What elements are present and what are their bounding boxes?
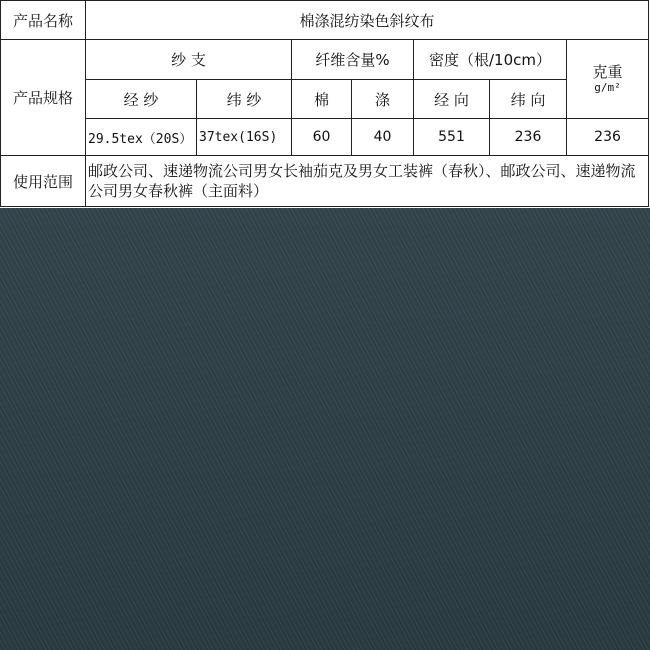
weft-density-label: 纬 向	[490, 80, 567, 119]
spec-values-row	[1, 119, 649, 156]
fabric-swatch-image	[0, 208, 650, 650]
spec-table	[0, 0, 649, 207]
weft-density-value: 236	[490, 119, 567, 156]
cotton-label: 棉	[292, 80, 352, 119]
cotton-value: 60	[292, 119, 352, 156]
weft-yarn-value: 37tex(16S)	[197, 119, 292, 156]
warp-density-value: 551	[414, 119, 490, 156]
density-header: 密度（根/10cm）	[414, 40, 567, 80]
product-name-label: 产品名称	[1, 1, 86, 40]
product-name-row	[1, 1, 649, 40]
usage-row	[1, 156, 649, 207]
spec-header-row	[1, 40, 649, 80]
weight-header	[567, 40, 649, 119]
fiber-content-header: 纤维含量%	[292, 40, 414, 80]
yarn-count-header: 纱 支	[86, 40, 292, 80]
polyester-value: 40	[352, 119, 414, 156]
spec-subheader-row	[1, 80, 649, 119]
warp-density-label: 经 向	[414, 80, 490, 119]
weft-yarn-label: 纬 纱	[197, 80, 292, 119]
usage-text: 邮政公司、速递物流公司男女长袖茄克及男女工装裤（春秋）、邮政公司、速递物流公司男女春秋裤（主面料）	[86, 156, 649, 207]
warp-yarn-value: 29.5tex（20S）	[86, 119, 197, 156]
weight-unit: g/m²	[594, 80, 621, 94]
warp-yarn-label: 经 纱	[86, 80, 197, 119]
polyester-label: 涤	[352, 80, 414, 119]
spec-label: 产品规格	[1, 40, 86, 156]
weight-label: 克重	[592, 62, 623, 81]
usage-label: 使用范围	[1, 156, 86, 207]
weight-value: 236	[567, 119, 649, 156]
product-name-value: 棉涤混纺染色斜纹布	[86, 1, 649, 40]
